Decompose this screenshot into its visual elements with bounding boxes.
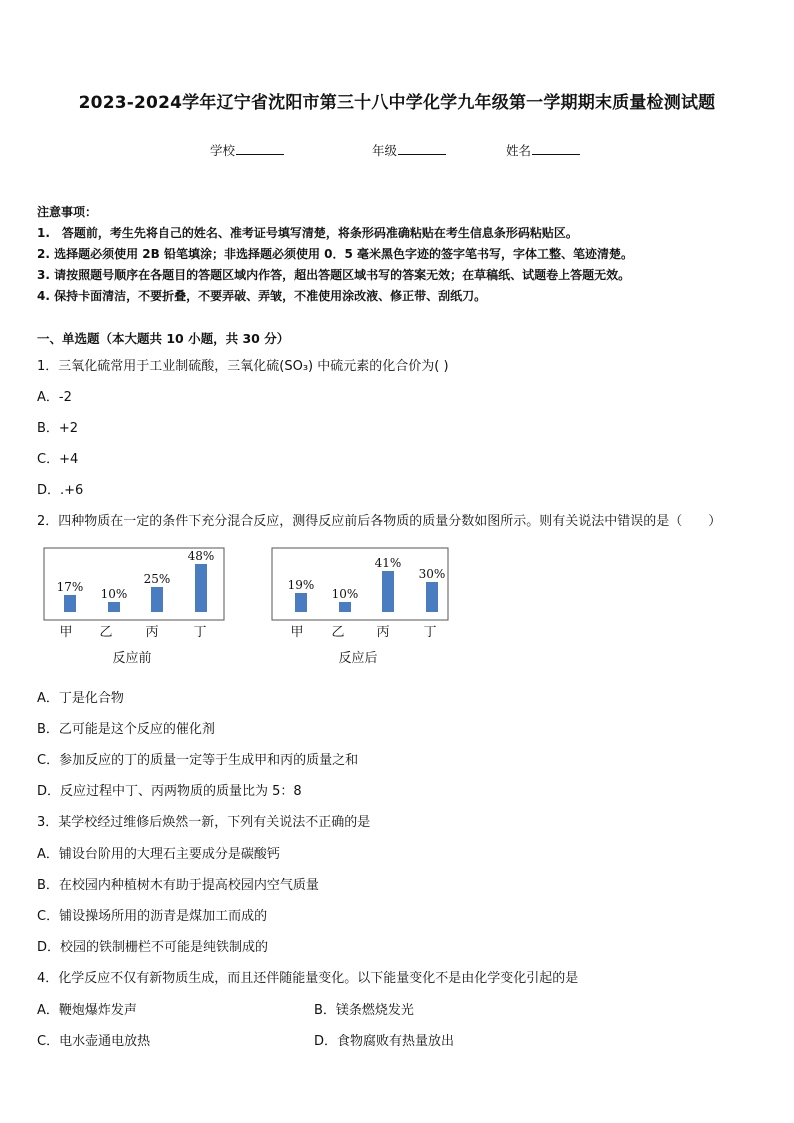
notice-item: 3. 请按照题号顺序在各题目的答题区域内作答，超出答题区域书写的答案无效；在草稿纸、试题卷上答题无效。 [37,268,631,282]
data-label: 10% [331,587,359,601]
category-label: 丁 [423,625,437,640]
school-field [210,141,284,159]
question-4-stem: 4．化学反应不仅有新物质生成，而且还伴随能量变化。以下能量变化不是由化学变化引起的是 [37,971,579,986]
chart-title: 反应前 [112,651,152,666]
chart-bar [339,602,351,612]
category-label: 甲 [290,625,304,640]
notice-item: 1. 答题前，考生先将自己的姓名、准考证号填写清楚，将条形码准确粘贴在考生信息条形码粘贴区。 [37,226,578,240]
question-2-option-d: D．反应过程中丁、丙两物质的质量比为 5：8 [37,784,302,799]
category-label: 乙 [99,625,113,640]
category-label: 丁 [193,625,207,640]
question-3-option-b: B．在校园内种植树木有助于提高校园内空气质量 [37,878,319,893]
grade-blank [398,143,446,155]
data-label: 48% [187,549,215,563]
chart-bar [426,582,438,612]
question-3-stem: 3．某学校经过维修后焕然一新，下列有关说法不正确的是 [37,815,371,830]
school-blank [236,143,284,155]
category-label: 乙 [331,625,345,640]
section-heading: 一、单选题（本大题共 10 小题，共 30 分） [37,331,290,346]
bar-chart-after [268,540,458,675]
name-label: 姓名 [506,143,532,158]
data-label: 19% [287,578,315,592]
grade-label: 年级 [372,143,398,158]
notice-item: 2. 选择题必须使用 2B 铅笔填涂；非选择题必须使用 0．5 毫米黑色字迹的签字笔书写，字体工整、笔迹清楚。 [37,247,633,261]
question-4-option-b: B．镁条燃烧发光 [314,1003,414,1018]
question-1-option-d: D．.+6 [37,483,84,498]
data-label: 41% [374,556,402,570]
question-2-stem: 2．四种物质在一定的条件下充分混合反应，测得反应前后各物质的质量分数如图所示。则有关说法中错误的是（ ） [37,514,722,529]
question-4-option-a: A．鞭炮爆炸发声 [37,1003,137,1018]
data-label: 17% [56,580,84,594]
chart-bar [108,602,120,612]
school-label: 学校 [210,143,236,158]
name-blank [532,143,580,155]
notice-item: 4. 保持卡面清洁，不要折叠，不要弄破、弄皱，不准使用涂改液、修正带、刮纸刀。 [37,289,487,303]
data-label: 30% [418,567,446,581]
question-3-option-d: D．校园的铁制栅栏不可能是纯铁制成的 [37,940,269,955]
bar-chart-before [40,540,240,675]
chart-bar [295,593,307,612]
question-2-option-c: C．参加反应的丁的质量一定等于生成甲和丙的质量之和 [37,753,359,768]
chart-bar [195,564,207,612]
question-1-option-a: A．-2 [37,390,72,405]
question-3-option-a: A．铺设台阶用的大理石主要成分是碳酸钙 [37,847,280,862]
chart-bar [151,587,163,612]
data-label: 25% [143,572,171,586]
chart-title: 反应后 [338,651,378,666]
chart-bar [64,595,76,612]
name-field [506,141,580,159]
question-3-option-c: C．铺设操场所用的沥青是煤加工而成的 [37,909,268,924]
question-2-option-b: B．乙可能是这个反应的催化剂 [37,722,215,737]
chart-bar [382,571,394,612]
grade-field [372,141,446,159]
question-1-option-c: C．+4 [37,452,79,467]
question-1-option-b: B．+2 [37,421,79,436]
data-label: 10% [100,587,128,601]
question-2-option-a: A．丁是化合物 [37,691,124,706]
question-4-option-d: D．食物腐败有热量放出 [314,1034,455,1049]
page-title: 2023-2024学年辽宁省沈阳市第三十八中学化学九年级第一学期期末质量检测试题 [78,93,716,113]
category-label: 丙 [145,625,159,640]
notice-heading: 注意事项： [37,205,98,219]
question-4-option-c: C．电水壶通电放热 [37,1034,151,1049]
category-label: 甲 [59,625,73,640]
category-label: 丙 [376,625,390,640]
question-1-stem: 1．三氧化硫常用于工业制硫酸，三氧化硫(SO₃) 中硫元素的化合价为( ) [37,359,449,374]
